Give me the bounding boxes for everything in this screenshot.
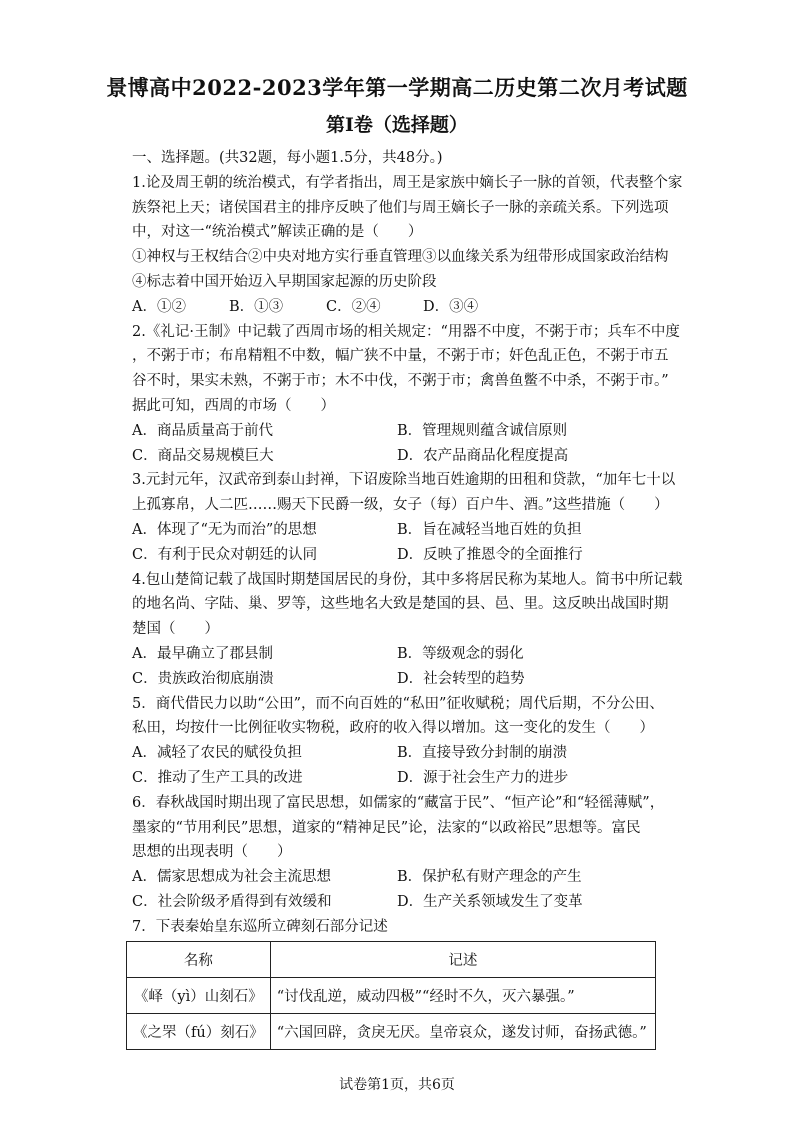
answer-options — [132, 518, 662, 543]
option-c: C．商品交易规模巨大 — [132, 447, 274, 464]
option-c: C．推动了生产工具的改进 — [132, 769, 303, 786]
option-d: D．农产品商品化程度提高 — [397, 447, 569, 464]
question-text-line: 墨家的“节用利民”思想，道家的“精神足民”论，法家的“以政裕民”思想等。富民 — [132, 819, 641, 836]
answer-options — [132, 890, 662, 915]
question-4 — [132, 568, 683, 692]
option-a: A．①② — [132, 298, 186, 315]
table-cell-name: 《之罘（fú）刻石》 — [127, 1014, 271, 1050]
question-text-line: 7．下表秦始皇东巡所立碑刻石部分记述 — [132, 918, 388, 935]
question-text-line: 3.元封元年，汉武帝到泰山封禅，下诏废除当地百姓逾期的田租和贷款，“加年七十以 — [132, 472, 676, 489]
table-cell-name: 《峄（yì）山刻石》 — [127, 978, 271, 1014]
question-7 — [132, 915, 662, 940]
option-d: D．③④ — [423, 298, 479, 315]
option-c: C．社会阶级矛盾得到有效缓和 — [132, 893, 332, 910]
question-6 — [132, 791, 665, 915]
option-a: A．商品质量高于前代 — [132, 422, 273, 439]
question-text-line: 4.包山楚简记载了战国时期楚国居民的身份，其中多将居民称为某地人。简书中所记载 — [132, 571, 683, 588]
question-text-line: 2.《礼记·王制》中记载了西周市场的相关规定：“用器不中度，不粥于市；兵车不中度 — [132, 323, 680, 340]
question-text-line: 谷不时，果实未熟，不粥于市；木不中伐，不粥于市；禽兽鱼鳖不中杀，不粥于市。” — [132, 373, 669, 390]
page-footer: 试卷第1页，共6页 — [339, 1077, 455, 1093]
question-text-line: 的地名尚、字陆、巢、罗等，这些地名大致是楚国的县、邑、里。这反映出战国时期 — [132, 596, 669, 613]
question-text-line: 族祭祀上天；诸侯国君主的排序反映了他们与周王嫡长子一脉的亲疏关系。下列选项 — [132, 199, 669, 216]
question-text-line: 上孤寡帛，人二匹……赐天下民爵一级，女子（每）百户牛、酒。”这些措施（ ） — [132, 497, 669, 514]
table-header-record: 记述 — [270, 942, 655, 978]
question-text-line: 中，对这一“统治模式”解读正确的是（ ） — [132, 224, 423, 241]
option-d: D．社会转型的趋势 — [397, 670, 525, 687]
question-5 — [132, 692, 662, 791]
option-b: B．等级观念的弱化 — [397, 645, 524, 662]
option-a: A．减轻了农民的赋役负担 — [132, 745, 302, 762]
option-c: C．贵族政治彻底崩溃 — [132, 670, 274, 687]
option-b: B．①③ — [229, 298, 284, 315]
exam-title: 景博高中2022-2023学年第一学期高二历史第二次月考试题 — [106, 75, 688, 100]
answer-options — [132, 419, 662, 444]
question-3 — [132, 468, 676, 567]
question-content — [132, 146, 683, 940]
answer-options — [132, 295, 662, 320]
question-text-line: 私田，均按什一比例征收实物税，政府的收入得以增加。这一变化的发生（ ） — [132, 720, 654, 737]
option-a: A．最早确立了郡县制 — [132, 645, 273, 662]
option-c: C．②④ — [326, 298, 381, 315]
answer-options — [132, 667, 662, 692]
option-d: D．生产关系领域发生了变革 — [397, 893, 583, 910]
table-cell-record: “讨伐乱逆，威动四极”“经时不久，灭六暴强。” — [270, 978, 655, 1014]
option-b: B．直接导致分封制的崩溃 — [397, 745, 568, 762]
option-b: B．保护私有财产理念的产生 — [397, 869, 582, 886]
question-text-line: 5．商代借民力以助“公田”，而不向百姓的“私田”征收赋税；周代后期，不分公田、 — [132, 695, 664, 712]
question-text-line: ，不粥于市；布帛精粗不中数，幅广狭不中量，不粥于市；奸色乱正色，不粥于市五 — [132, 348, 669, 365]
option-b: B．旨在减轻当地百姓的负担 — [397, 521, 582, 538]
question-text-line: ①神权与王权结合②中央对地方实行垂直管理③以血缘关系为纽带形成国家政治结构 — [132, 249, 669, 266]
question-text-line: 6．春秋战国时期出现了富民思想，如儒家的“藏富于民”、“恒产论”和“轻徭薄赋”， — [132, 794, 665, 811]
option-c: C．有利于民众对朝廷的认同 — [132, 546, 318, 563]
answer-options — [132, 865, 662, 890]
option-d: D．源于社会生产力的进步 — [397, 769, 569, 786]
answer-options — [132, 543, 662, 568]
table-header-row — [127, 942, 656, 978]
answer-options — [132, 766, 662, 791]
question-2 — [132, 320, 680, 469]
option-a: A．儒家思想成为社会主流思想 — [132, 869, 331, 886]
option-b: B．管理规则蕴含诚信原则 — [397, 422, 568, 439]
answer-options — [132, 642, 662, 667]
question-text-line: 思想的出现表明（ ） — [132, 844, 292, 861]
table-row — [127, 1014, 656, 1050]
question-text-line: 楚国（ ） — [132, 621, 219, 638]
answer-options — [132, 444, 662, 469]
option-a: A．体现了“无为而治”的思想 — [132, 521, 317, 538]
table-cell-record: “六国回辟，贪戾无厌。皇帝哀众，遂发讨师，奋扬武德。” — [270, 1014, 655, 1050]
question-1 — [132, 171, 683, 320]
table-row — [127, 978, 656, 1014]
section-heading: 一、选择题。(共32题，每小题1.5分，共48分。) — [132, 150, 443, 166]
question-text-line: 据此可知，西周的市场（ ） — [132, 397, 335, 414]
exam-subtitle: 第Ⅰ卷（选择题） — [326, 114, 468, 136]
question-text-line: 1.论及周王朝的统治模式，有学者指出，周王是家族中嫡长子一脉的首领，代表整个家 — [132, 174, 683, 191]
option-d: D．反映了推恩令的全面推行 — [397, 546, 583, 563]
question-text-line: ④标志着中国开始迈入早期国家起源的历史阶段 — [132, 273, 437, 290]
table-header-name: 名称 — [127, 942, 271, 978]
answer-options — [132, 741, 662, 766]
inscription-table — [126, 941, 656, 1050]
